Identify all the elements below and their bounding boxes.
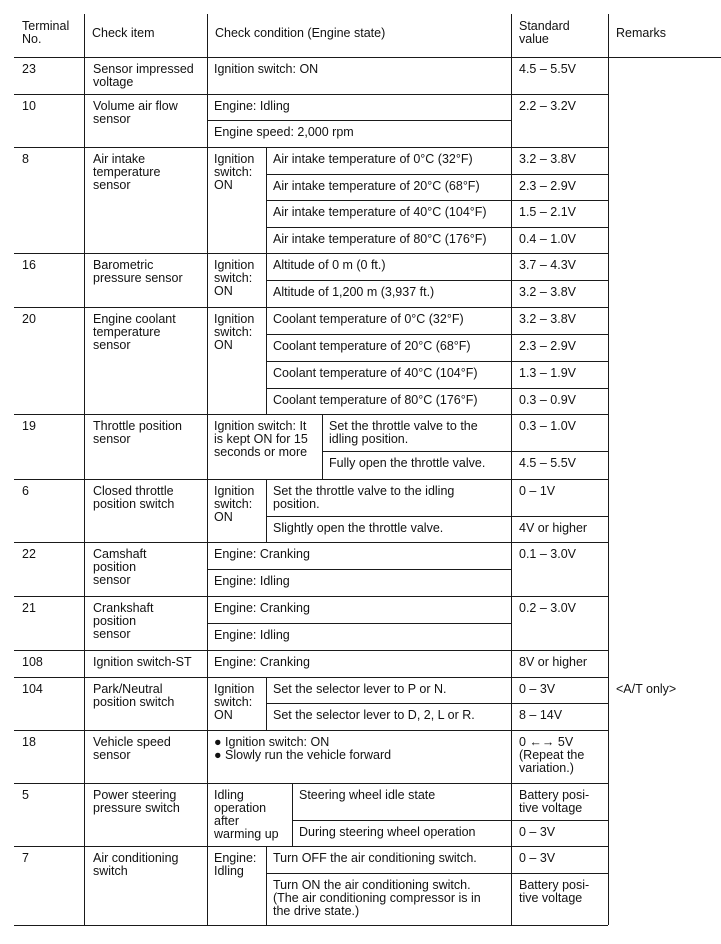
grid-line: [207, 120, 511, 121]
standard-value: 0 – 3V: [519, 682, 556, 696]
header-check-item: Check item: [92, 26, 155, 40]
standard-value: 0.1 – 3.0V: [519, 547, 576, 561]
grid-line: [266, 846, 267, 925]
grid-line: [266, 516, 608, 517]
grid-line: [14, 677, 608, 678]
grid-line: [322, 414, 323, 479]
check-condition: Fully open the throttle valve.: [329, 456, 486, 470]
terminal-number: 21: [22, 601, 36, 615]
grid-line: [266, 703, 608, 704]
terminal-number: 22: [22, 547, 36, 561]
grid-line: [14, 253, 608, 254]
check-condition: Turn OFF the air conditioning switch.: [273, 851, 477, 865]
terminal-number: 19: [22, 419, 36, 433]
standard-value: 8V or higher: [519, 655, 588, 669]
header-standard-value: Standard value: [519, 19, 570, 46]
condition-group: Ignition switch: ON: [214, 312, 255, 352]
check-item: Closed throttle position switch: [93, 484, 175, 511]
terminal-number: 10: [22, 99, 36, 113]
standard-value: 8 – 14V: [519, 708, 563, 722]
check-item: Engine coolant temperature sensor: [93, 312, 176, 352]
terminal-number: 6: [22, 484, 29, 498]
standard-value: 2.3 – 2.9V: [519, 179, 576, 193]
condition-group: Engine: Idling: [214, 851, 257, 878]
remarks-text: <A/T only>: [616, 682, 677, 696]
grid-line: [14, 147, 608, 148]
check-item: Ignition switch-ST: [93, 655, 192, 669]
standard-value: 0 ←→ 5V (Repeat the variation.): [519, 735, 585, 775]
standard-value: 0.2 – 3.0V: [519, 601, 576, 615]
grid-line: [608, 14, 609, 925]
check-item: Barometric pressure sensor: [93, 258, 183, 285]
check-condition: Air intake temperature of 80°C (176°F): [273, 232, 487, 246]
standard-value: 3.7 – 4.3V: [519, 258, 576, 272]
check-item: Power steering pressure switch: [93, 788, 180, 815]
check-condition: Coolant temperature of 0°C (32°F): [273, 312, 464, 326]
grid-line: [14, 94, 608, 95]
terminal-number: 108: [22, 655, 43, 669]
grid-line: [266, 200, 608, 201]
check-condition: Coolant temperature of 40°C (104°F): [273, 366, 478, 380]
check-item: Crankshaft position sensor: [93, 601, 154, 641]
check-condition: Engine: Cranking: [214, 547, 310, 561]
standard-value: 0.4 – 1.0V: [519, 232, 576, 246]
standard-value: 4.5 – 5.5V: [519, 456, 576, 470]
standard-value: 4V or higher: [519, 521, 588, 535]
check-condition: Turn ON the air conditioning switch. (The air conditioning compressor is in the drive state.): [273, 878, 481, 918]
check-condition: Steering wheel idle state: [299, 788, 436, 802]
header-remarks: Remarks: [616, 26, 667, 40]
check-item: Camshaft position sensor: [93, 547, 147, 587]
grid-line: [207, 569, 511, 570]
grid-line: [266, 147, 267, 253]
header-terminal-no: Terminal No.: [22, 19, 70, 46]
grid-line: [266, 388, 608, 389]
check-condition: ● Ignition switch: ON ● Slowly run the vehicle forward: [214, 735, 392, 762]
standard-value: 3.2 – 3.8V: [519, 152, 576, 166]
standard-value: 1.3 – 1.9V: [519, 366, 576, 380]
check-condition: Set the selector lever to D, 2, L or R.: [273, 708, 475, 722]
check-condition: Slightly open the throttle valve.: [273, 521, 444, 535]
check-condition: Air intake temperature of 0°C (32°F): [273, 152, 473, 166]
terminal-number: 18: [22, 735, 36, 749]
grid-line: [266, 361, 608, 362]
header-check-condition: Check condition (Engine state): [215, 26, 386, 40]
check-condition: Engine: Idling: [214, 574, 290, 588]
terminal-number: 7: [22, 851, 29, 865]
condition-group: Ignition switch: ON: [214, 682, 255, 722]
terminal-number: 8: [22, 152, 29, 166]
grid-line: [266, 280, 608, 281]
standard-value: 0 – 3V: [519, 851, 556, 865]
check-item: Air intake temperature sensor: [93, 152, 161, 192]
standard-value: 0.3 – 0.9V: [519, 393, 576, 407]
condition-group: Ignition switch: ON: [214, 258, 255, 298]
standard-value: Battery posi- tive voltage: [519, 878, 590, 905]
terminal-number: 104: [22, 682, 43, 696]
grid-line: [84, 14, 85, 925]
grid-line: [266, 873, 608, 874]
standard-value: 0 – 1V: [519, 484, 556, 498]
standard-value: 3.2 – 3.8V: [519, 285, 576, 299]
grid-line: [14, 542, 608, 543]
grid-line: [266, 307, 267, 414]
check-item: Vehicle speed sensor: [93, 735, 171, 762]
grid-line: [292, 783, 293, 846]
grid-line: [266, 677, 267, 730]
terminal-number: 5: [22, 788, 29, 802]
check-condition: Altitude of 1,200 m (3,937 ft.): [273, 285, 435, 299]
check-condition: Air intake temperature of 40°C (104°F): [273, 205, 487, 219]
grid-line: [14, 596, 608, 597]
grid-line: [14, 925, 608, 926]
check-item: Sensor impressed voltage: [93, 62, 194, 89]
terminal-number: 16: [22, 258, 36, 272]
check-condition: Altitude of 0 m (0 ft.): [273, 258, 386, 272]
standard-value: 2.3 – 2.9V: [519, 339, 576, 353]
grid-line: [266, 253, 267, 307]
grid-line: [14, 730, 608, 731]
check-item: Park/Neutral position switch: [93, 682, 175, 709]
terminal-number: 23: [22, 62, 36, 76]
grid-line: [292, 820, 608, 821]
condition-group: Ignition switch: It is kept ON for 15 seconds or more: [214, 419, 308, 459]
check-condition: Coolant temperature of 80°C (176°F): [273, 393, 478, 407]
condition-group: Ignition switch: ON: [214, 152, 255, 192]
grid-line: [207, 623, 511, 624]
condition-group: Ignition switch: ON: [214, 484, 255, 524]
grid-line: [266, 334, 608, 335]
check-condition: Ignition switch: ON: [214, 62, 319, 76]
grid-line: [266, 174, 608, 175]
grid-line: [266, 479, 267, 542]
grid-line: [14, 846, 608, 847]
grid-line: [14, 414, 608, 415]
grid-line: [14, 650, 608, 651]
check-condition: During steering wheel operation: [299, 825, 476, 839]
check-condition: Set the throttle valve to the idling position.: [273, 484, 455, 511]
grid-line: [207, 14, 208, 925]
check-item: Air conditioning switch: [93, 851, 179, 878]
condition-group: Idling operation after warming up: [214, 788, 279, 841]
standard-value: 0 – 3V: [519, 825, 556, 839]
check-item: Volume air flow sensor: [93, 99, 178, 126]
check-condition: Set the selector lever to P or N.: [273, 682, 447, 696]
check-condition: Engine: Idling: [214, 628, 290, 642]
check-item: Throttle position sensor: [93, 419, 182, 446]
grid-line: [322, 451, 608, 452]
standard-value: 2.2 – 3.2V: [519, 99, 576, 113]
grid-line: [266, 227, 608, 228]
standard-value: 0.3 – 1.0V: [519, 419, 576, 433]
check-condition: Set the throttle valve to the idling position.: [329, 419, 478, 446]
standard-value: Battery posi- tive voltage: [519, 788, 590, 815]
grid-line: [14, 307, 608, 308]
standard-value: 1.5 – 2.1V: [519, 205, 576, 219]
standard-value: 4.5 – 5.5V: [519, 62, 576, 76]
standard-value: 3.2 – 3.8V: [519, 312, 576, 326]
grid-line: [14, 783, 608, 784]
grid-line: [511, 14, 512, 925]
check-condition: Engine: Cranking: [214, 601, 310, 615]
check-condition: Engine speed: 2,000 rpm: [214, 125, 354, 139]
grid-line: [14, 479, 608, 480]
grid-line: [14, 57, 721, 58]
check-condition: Coolant temperature of 20°C (68°F): [273, 339, 471, 353]
terminal-number: 20: [22, 312, 36, 326]
check-condition: Engine: Cranking: [214, 655, 310, 669]
check-condition: Air intake temperature of 20°C (68°F): [273, 179, 480, 193]
check-condition: Engine: Idling: [214, 99, 290, 113]
